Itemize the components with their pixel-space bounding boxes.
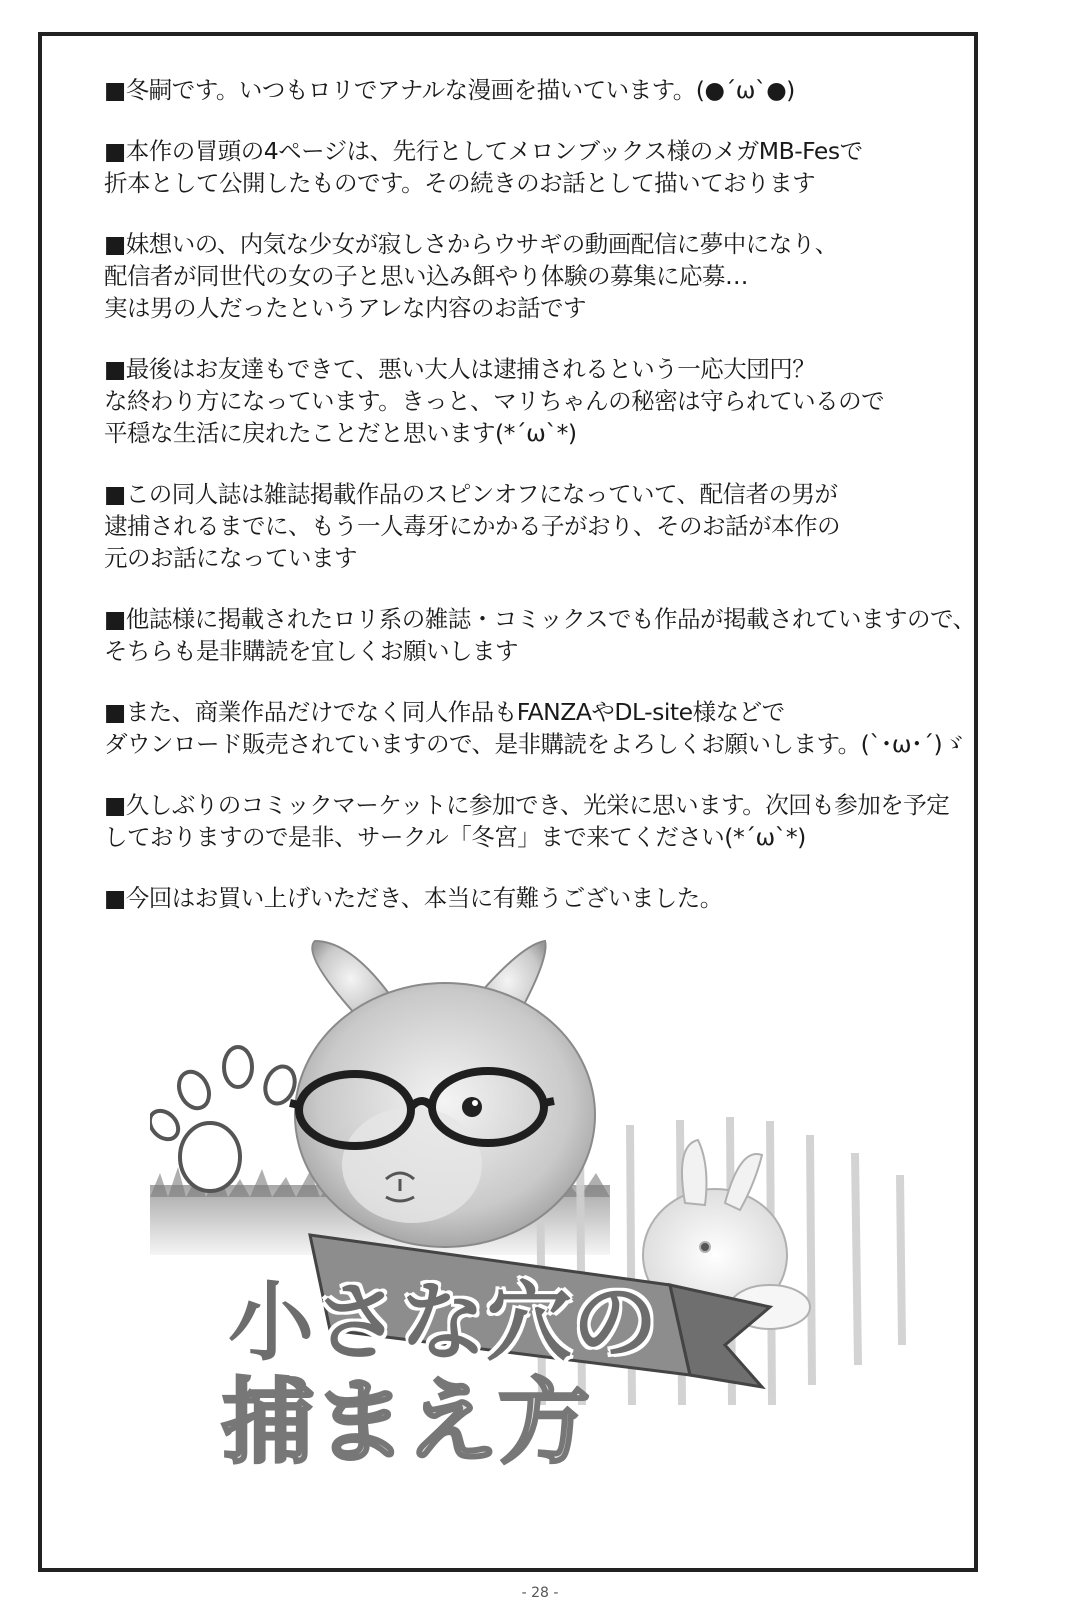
note-line: ■この同人誌は雑誌掲載作品のスピンオフになっていて、配信者の男が: [104, 480, 838, 508]
note-line: ■今回はお買い上げいただき、本当に有難うございました。: [104, 884, 723, 912]
note-line: ■最後はお友達もできて、悪い大人は逮捕されるという一応大団円？: [104, 355, 816, 383]
note-line: ■冬嗣です。いつもロリでアナルな漫画を描いています。(●´ω`●): [104, 76, 795, 104]
note-paragraph: [104, 603, 976, 667]
note-paragraph: [104, 882, 954, 914]
note-paragraph: [104, 228, 954, 324]
note-line: ■他誌様に掲載されたロリ系の雑誌・コミックスでも作品が掲載されていますので、: [104, 605, 976, 633]
paw-print-icon: [150, 1047, 300, 1191]
note-line: しておりますので是非、サークル「冬宮」まで来てください(*´ω`*): [104, 823, 806, 851]
note-line: 折本として公開したものです。その続きのお話として描いております: [104, 169, 816, 197]
note-line: ■妹想いの、内気な少女が寂しさからウサギの動画配信に夢中になり、: [104, 230, 838, 258]
note-line: 平穏な生活に戻れたことだと思います(*´ω`*): [104, 419, 577, 447]
note-line: ダウンロード販売されていますので、是非購読をよろしくお願いします。(`･ω･´)ゞ: [104, 730, 966, 758]
note-paragraph: [104, 353, 954, 449]
note-line: 配信者が同世代の女の子と思い込み餌やり体験の募集に応募…: [104, 262, 748, 290]
note-line: そちらも是非購読を宜しくお願いします: [104, 637, 518, 665]
title-illustration: [150, 935, 920, 1495]
note-line: 元のお話になっています: [104, 544, 357, 572]
note-paragraph: [104, 789, 954, 853]
note-line: 逮捕されるまでに、もう一人毒牙にかかる子がおり、そのお話が本作の: [104, 512, 840, 540]
note-paragraph: [104, 74, 954, 106]
note-line: な終わり方になっています。きっと、マリちゃんの秘密は守られているので: [104, 387, 885, 415]
bunny-with-glasses-illustration: [290, 941, 595, 1247]
note-line: ■久しぶりのコミックマーケットに参加でき、光栄に思います。次回も参加を予定: [104, 791, 950, 819]
note-line: ■また、商業作品だけでなく同人作品もFANZAやDL-site様などで: [104, 698, 785, 726]
note-paragraph: [104, 696, 966, 760]
note-line: 実は男の人だったというアレな内容のお話です: [104, 294, 587, 322]
afterword-notes: [104, 74, 976, 943]
book-title-line-2: 捕まえ方: [222, 1369, 591, 1476]
note-line: ■本作の冒頭の4ページは、先行としてメロンブックス様のメガMB-Fesで: [104, 137, 863, 165]
page-number: - 28 -: [521, 1585, 559, 1601]
note-paragraph: [104, 135, 954, 199]
note-paragraph: [104, 478, 954, 574]
book-title-line-1: 小さな穴の: [228, 1273, 658, 1373]
